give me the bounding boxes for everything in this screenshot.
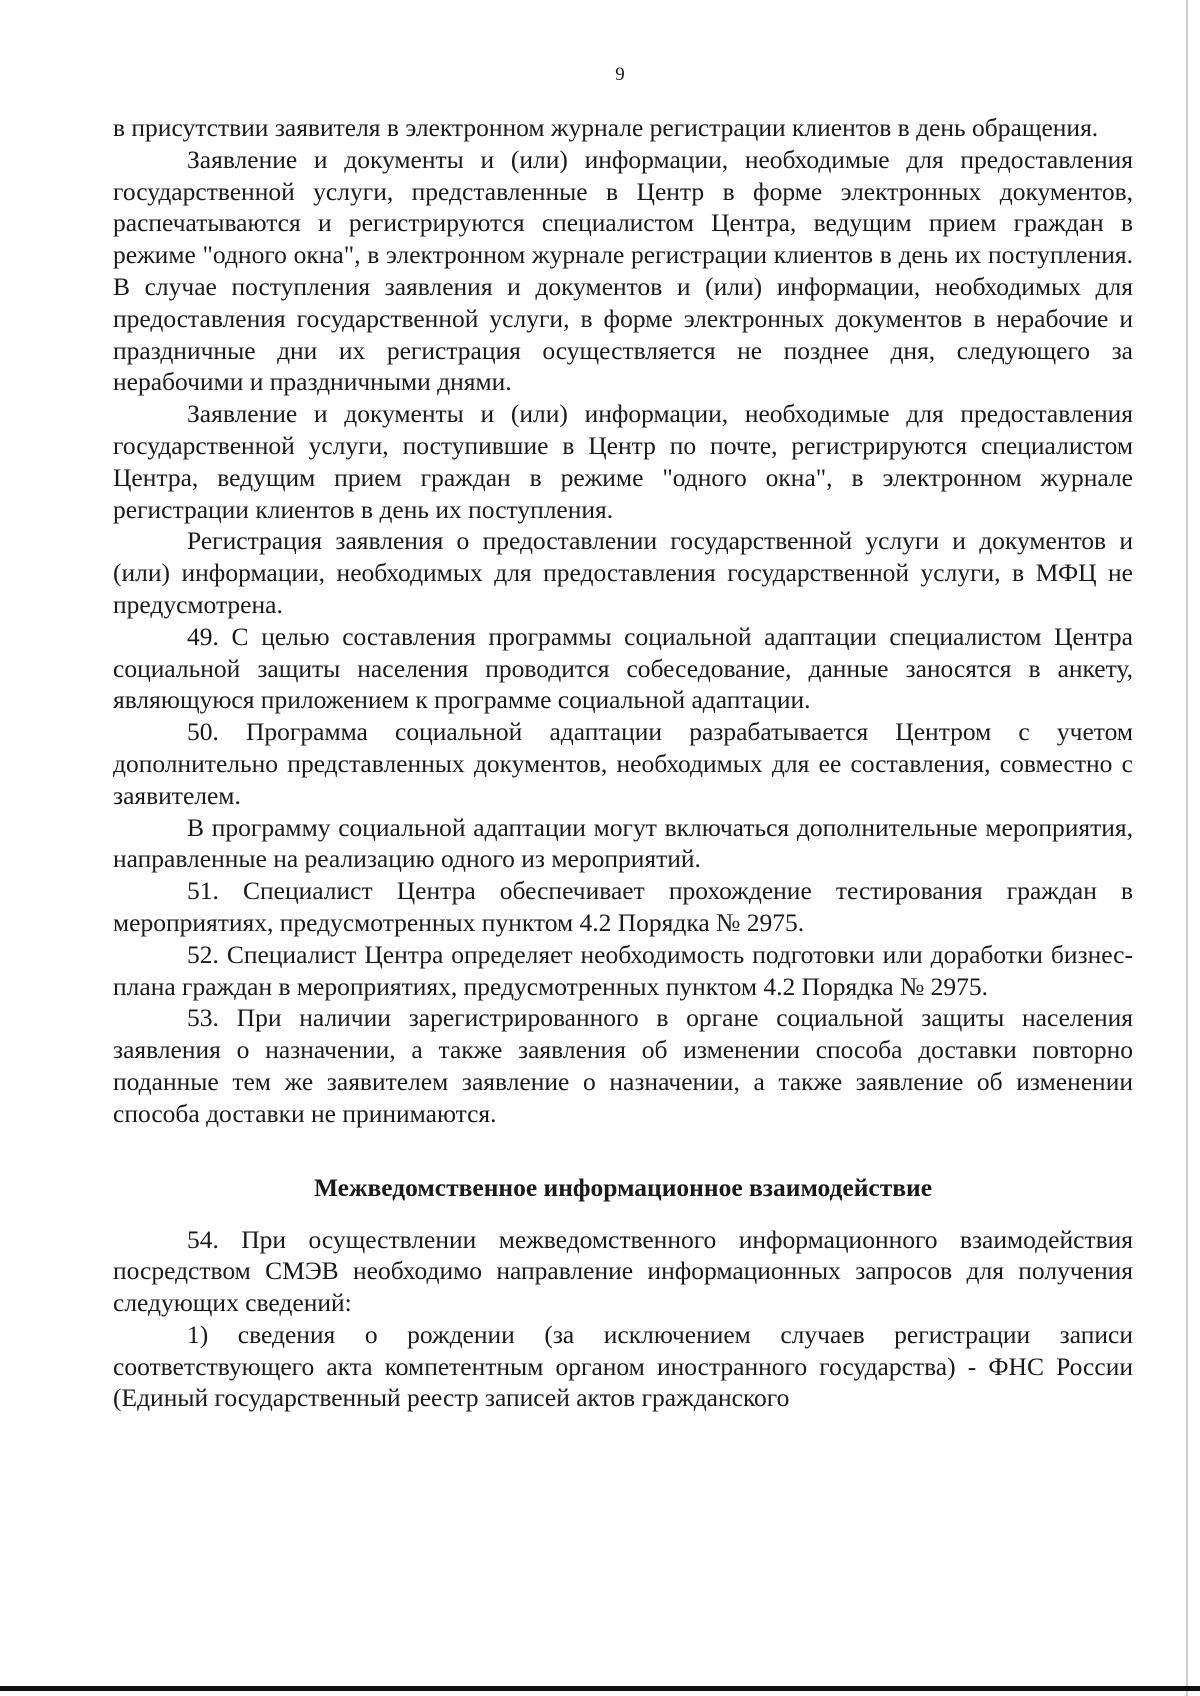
page-number: 9: [615, 64, 625, 85]
paragraph: В программу социальной адаптации могут включаться дополнительные мероприятия, направленные на реализацию одного из мероприятий.: [113, 812, 1133, 874]
paragraph: 51. Специалист Центра обеспечивает прохождение тестирования граждан в мероприятиях, предусмотренных пунктом 4.2 Порядка № 2975.: [113, 876, 1133, 937]
scan-edge-line: [1186, 0, 1188, 1696]
paragraph: Заявление и документы и (или) информации, необходимые для предоставления государственной услуги, представленные в Центр в форме электронных документов, распечатываются и регистрируются специалистом Центра, ведущим прием граждан в режиме "одного окна", в электронном журнале регистрации клиентов в день их поступления. В случае поступления заявления и документов и (или) информации, необходимых для предоставления государственной услуги, в форме электронных документов в нерабочие и праздничные дни их регистрация осуществляется не позднее дня, следующего за нерабочими и праздничными днями.: [113, 144, 1133, 397]
paragraph: 1) сведения о рождении (за исключением случаев регистрации записи соответствующего акта компетентным органом иностранного государства) - ФНС России (Единый государственный реестр записей актов гражданского: [113, 1319, 1133, 1413]
section-after-heading: [113, 1224, 1133, 1415]
paragraph: 52. Специалист Центра определяет необходимость подготовки или доработки бизнес-плана граждан в мероприятиях, предусмотренных пунктом 4.2 Порядка № 2975.: [113, 939, 1133, 1001]
paragraph: 54. При осуществлении межведомственного информационного взаимодействия посредством СМЭВ необходимо направление информационных запросов для получения следующих сведений:: [113, 1224, 1133, 1318]
paragraph: 53. При наличии зарегистрированного в органе социальной защиты населения заявления о назначении, а также заявления об изменении способа доставки повторно поданные тем же заявителем заявление о назначении, а также заявление об изменении способа доставки не принимаются.: [113, 1003, 1133, 1128]
paragraph: 50. Программа социальной адаптации разрабатывается Центром с учетом дополнительно представленных документов, необходимых для ее составления, совместно с заявителем.: [113, 717, 1133, 810]
paragraph: 49. С целью составления программы социальной адаптации специалистом Центра социальной защиты населения проводится собеседование, данные заносятся в анкету, являющуюся приложением к программе социальной адаптации.: [113, 621, 1133, 715]
paragraph: Регистрация заявления о предоставлении государственной услуги и документов и (или) информации, необходимых для предоставления государственной услуги, в МФЦ не предусмотрена.: [113, 526, 1133, 619]
scan-bottom-border: [0, 1686, 1200, 1691]
paragraph: Заявление и документы и (или) информации, необходимые для предоставления государственной услуги, поступившие в Центр по почте, регистрируются специалистом Центра, ведущим прием граждан в режиме "одного окна", в электронном журнале регистрации клиентов в день их поступления.: [113, 399, 1133, 524]
paragraph: в присутствии заявителя в электронном журнале регистрации клиентов в день обращения.: [113, 113, 1099, 142]
section-heading: Межведомственное информационное взаимодействие: [313, 1172, 933, 1202]
document-body: [113, 112, 1133, 1414]
section-before-heading: [113, 112, 1133, 1130]
